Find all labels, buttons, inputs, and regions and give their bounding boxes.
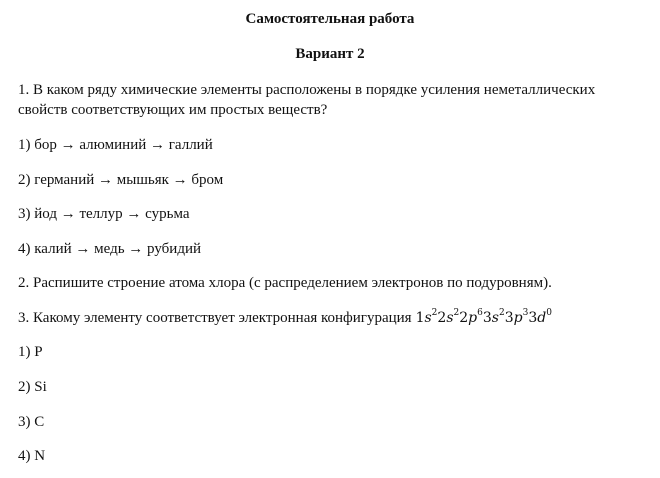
question-1-line-1: 1. В каком ряду химические элементы расположены в порядке усиления неметаллических	[18, 82, 596, 98]
formula-term: $3p^3$	[504, 308, 529, 326]
question-2: 2. Распишите строение атома хлора (с распределением электронов по подуровням).	[18, 275, 552, 291]
formula-term: $2s^2$	[437, 308, 460, 326]
variant-heading: Вариант 2	[295, 46, 365, 62]
q1-option-3: 3) йод → теллур → сурьма	[18, 206, 190, 222]
q1-option-4: 4) калий → медь → рубидий	[18, 241, 202, 257]
q1-option-2: 2) германий → мышьяк → бром	[18, 172, 224, 188]
q3-option-4: 4) N	[18, 448, 46, 464]
electron-configuration-formula	[416, 310, 552, 326]
formula-term: $2p^6$	[459, 308, 483, 326]
formula-term: $1s^2$	[415, 308, 438, 326]
document-title: Самостоятельная работа	[245, 11, 415, 27]
question-3	[18, 309, 552, 327]
formula-term: $3d^0$	[528, 308, 552, 326]
formula-term: $3s^2$	[482, 308, 505, 326]
q1-option-1: 1) бор → алюминий → галлий	[18, 137, 213, 153]
question-3-text: 3. Какому элементу соответствует электронная конфигурация	[18, 310, 412, 326]
q3-option-2: 2) Si	[18, 379, 47, 395]
q3-option-1: 1) P	[18, 344, 43, 360]
question-1-line-2: свойств соответствующих им простых веществ?	[18, 102, 328, 118]
q3-option-3: 3) C	[18, 414, 45, 430]
